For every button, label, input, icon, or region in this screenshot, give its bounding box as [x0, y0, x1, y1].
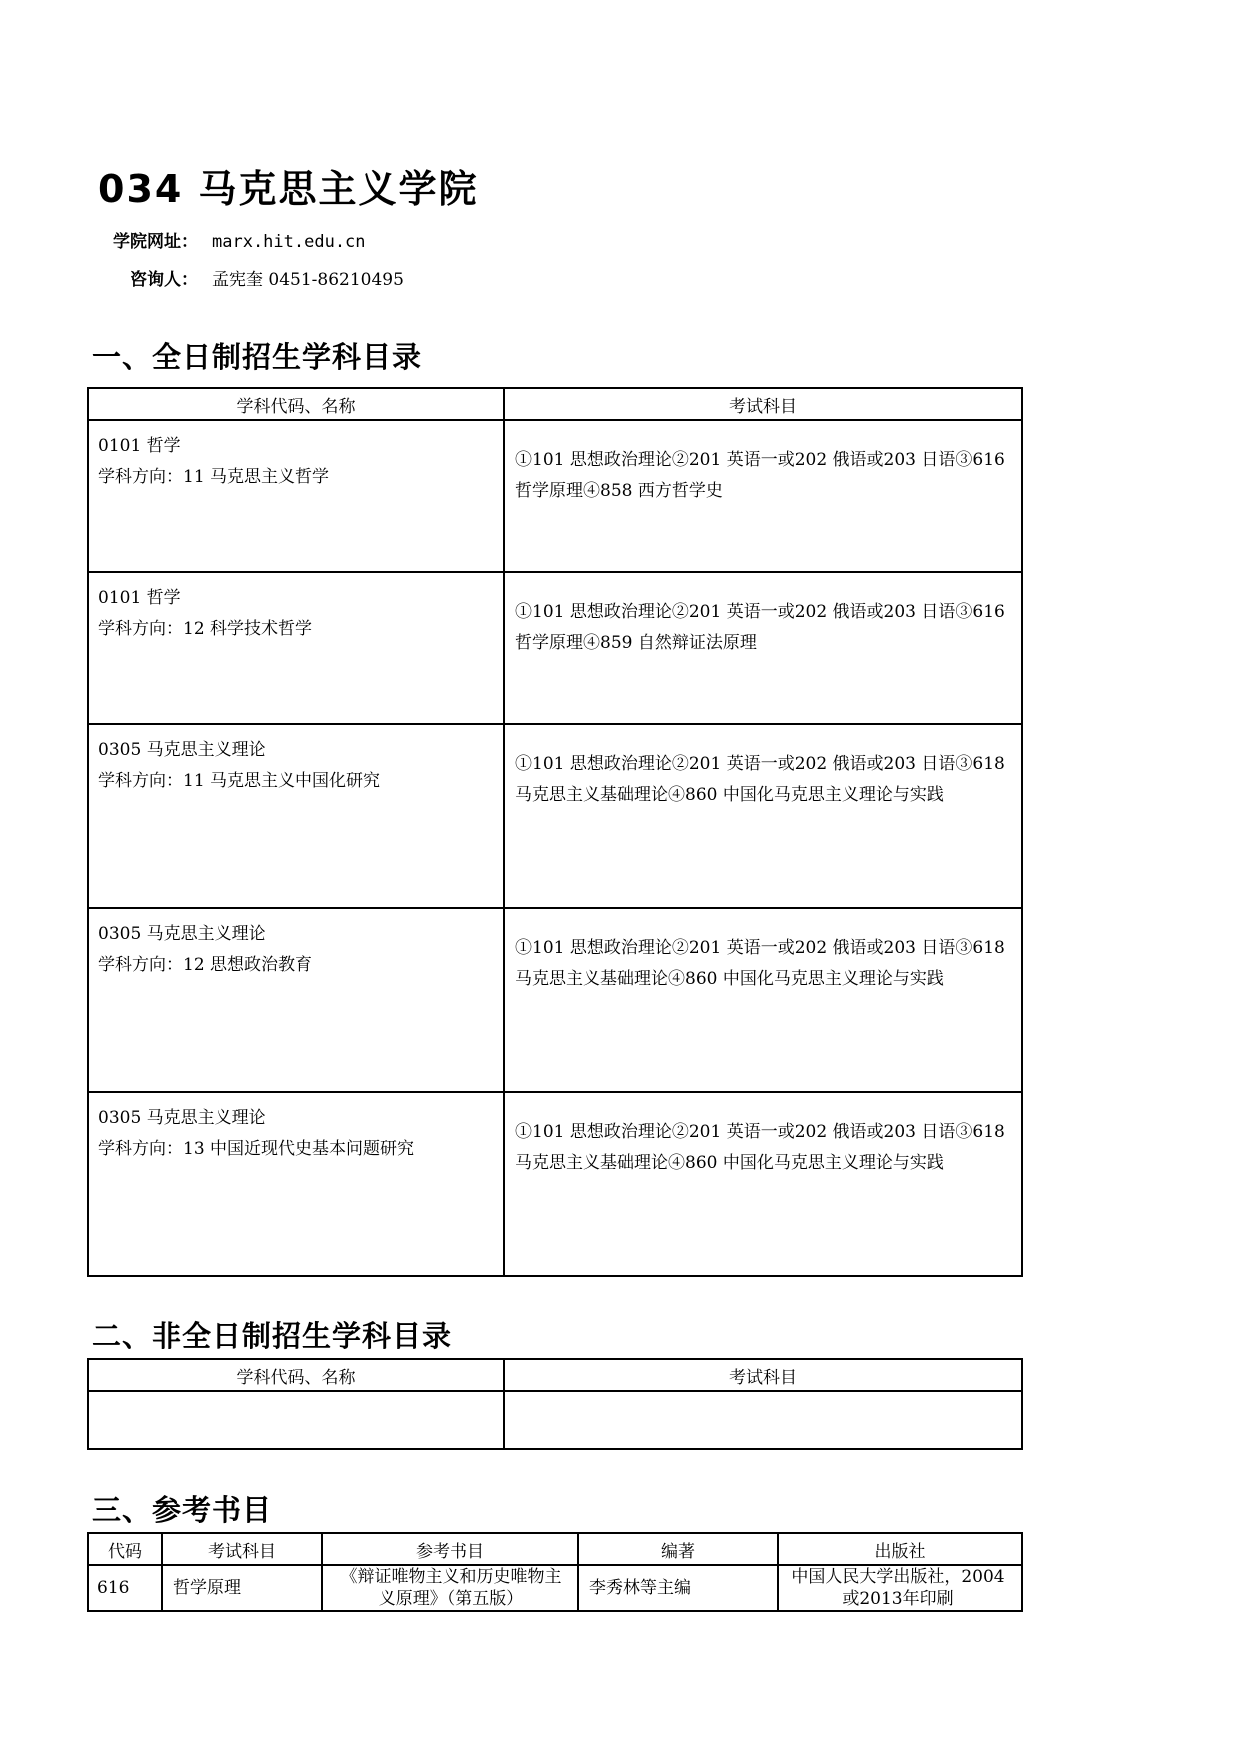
- section-parttime-title: 二、非全日制招生学科目录: [92, 1319, 453, 1353]
- table-row: [88, 1092, 1022, 1276]
- subject-direction: 学科方向：12 思想政治教育: [98, 955, 313, 975]
- header-code: 代码: [88, 1533, 162, 1565]
- header-exam-subjects: 考试科目: [504, 388, 1022, 420]
- subject-code: 0305 马克思主义理论: [98, 740, 266, 760]
- exam-subjects: ①101 思想政治理论②201 英语一或202 俄语或203 日语③616 哲学原理④858 西方哲学史: [515, 450, 1005, 501]
- ref-book: 《辩证唯物主义和历史唯物主义原理》（第五版）: [322, 1565, 578, 1611]
- subject-direction: 学科方向：12 科学技术哲学: [98, 619, 313, 639]
- subject-code: 0101 哲学: [98, 436, 181, 456]
- exam-subjects: ①101 思想政治理论②201 英语一或202 俄语或203 日语③618 马克思主义基础理论④860 中国化马克思主义理论与实践: [515, 1122, 1005, 1173]
- subject-direction: 学科方向：11 马克思主义哲学: [98, 467, 330, 487]
- exam-subjects: ①101 思想政治理论②201 英语一或202 俄语或203 日语③618 马克思主义基础理论④860 中国化马克思主义理论与实践: [515, 754, 1005, 805]
- table-row: [88, 908, 1022, 1092]
- section-references-title: 三、参考书目: [92, 1493, 273, 1527]
- fulltime-table: [87, 387, 1023, 1277]
- contact-value: 孟宪奎 0451-86210495: [212, 270, 404, 290]
- table-row: [88, 1565, 1022, 1611]
- empty-cell: [88, 1391, 504, 1449]
- header-exam-subjects: 考试科目: [504, 1359, 1022, 1391]
- table-row: [88, 724, 1022, 908]
- subject-direction: 学科方向：13 中国近现代史基本问题研究: [98, 1139, 415, 1159]
- table-row: [88, 572, 1022, 724]
- table-header-row: [88, 1533, 1022, 1565]
- header-author: 编著: [578, 1533, 778, 1565]
- header-exam-subject: 考试科目: [162, 1533, 322, 1565]
- website-value: marx.hit.edu.cn: [212, 232, 366, 252]
- table-header-row: [88, 1359, 1022, 1391]
- parttime-table: [87, 1358, 1023, 1450]
- subject-direction: 学科方向：11 马克思主义中国化研究: [98, 771, 381, 791]
- subject-code: 0101 哲学: [98, 588, 181, 608]
- table-row: [88, 420, 1022, 572]
- page-title: 034 马克思主义学院: [98, 167, 479, 211]
- exam-subjects: ①101 思想政治理论②201 英语一或202 俄语或203 日语③616 哲学原理④859 自然辩证法原理: [515, 602, 1005, 653]
- subject-code: 0305 马克思主义理论: [98, 1108, 266, 1128]
- website-label: 学院网址：: [113, 232, 198, 252]
- header-subject-code: 学科代码、名称: [88, 388, 504, 420]
- table-header-row: [88, 388, 1022, 420]
- ref-subject: 哲学原理: [162, 1565, 322, 1611]
- ref-publisher: 中国人民大学出版社，2004或2013年印刷: [778, 1565, 1022, 1611]
- ref-code: 616: [88, 1565, 162, 1611]
- header-reference-book: 参考书目: [322, 1533, 578, 1565]
- table-row-empty: [88, 1391, 1022, 1449]
- contact-label: 咨询人：: [130, 270, 198, 290]
- subject-code: 0305 马克思主义理论: [98, 924, 266, 944]
- section-fulltime-title: 一、全日制招生学科目录: [92, 340, 423, 374]
- header-publisher: 出版社: [778, 1533, 1022, 1565]
- ref-author: 李秀林等主编: [578, 1565, 778, 1611]
- header-subject-code: 学科代码、名称: [88, 1359, 504, 1391]
- references-table: [87, 1532, 1023, 1612]
- empty-cell: [504, 1391, 1022, 1449]
- exam-subjects: ①101 思想政治理论②201 英语一或202 俄语或203 日语③618 马克思主义基础理论④860 中国化马克思主义理论与实践: [515, 938, 1005, 989]
